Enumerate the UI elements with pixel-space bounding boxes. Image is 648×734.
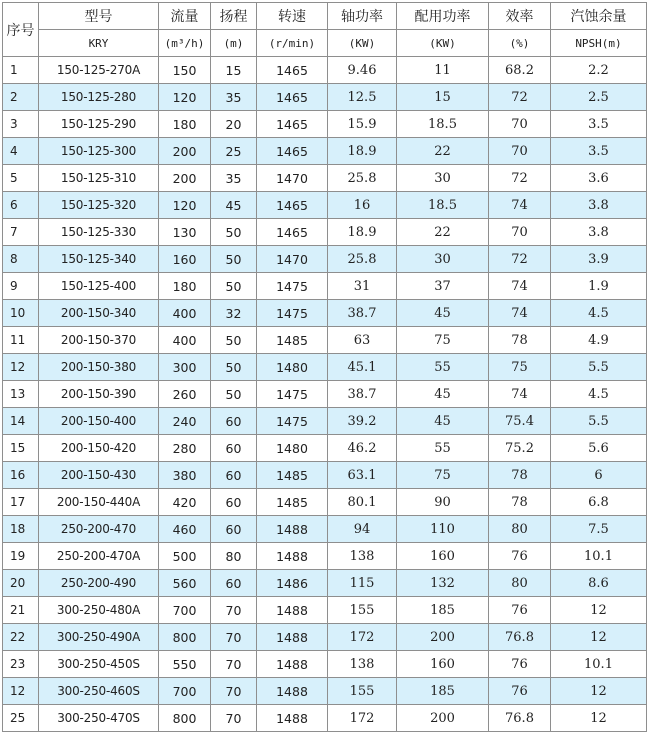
table-row [3,705,647,732]
unit-flow: (m³/h) [159,30,211,57]
table-row [3,651,647,678]
cell-head: 45 [211,192,257,219]
unit-shaft-power: (KW) [328,30,397,57]
cell-motor-power: 110 [397,516,489,543]
cell-shaft-power: 155 [328,678,397,705]
cell-head: 25 [211,138,257,165]
cell-model: 250-200-470 [39,516,159,543]
cell-model: 200-150-430 [39,462,159,489]
cell-efficiency: 76 [489,597,551,624]
cell-npsh: 7.5 [551,516,647,543]
cell-flow: 240 [159,408,211,435]
table-row [3,273,647,300]
cell-npsh: 2.5 [551,84,647,111]
cell-head: 50 [211,273,257,300]
cell-shaft-power: 18.9 [328,219,397,246]
cell-head: 60 [211,570,257,597]
cell-motor-power: 200 [397,624,489,651]
cell-npsh: 12 [551,624,647,651]
cell-npsh: 4.5 [551,381,647,408]
cell-npsh: 3.8 [551,192,647,219]
cell-efficiency: 76 [489,543,551,570]
cell-speed: 1488 [257,651,328,678]
table-row [3,57,647,84]
header-index: 序号 [3,3,39,57]
cell-npsh: 12 [551,705,647,732]
cell-index: 10 [3,300,39,327]
cell-model: 150-125-400 [39,273,159,300]
cell-flow: 800 [159,705,211,732]
cell-motor-power: 75 [397,327,489,354]
cell-index: 3 [3,111,39,138]
cell-shaft-power: 45.1 [328,354,397,381]
cell-speed: 1485 [257,327,328,354]
cell-motor-power: 15 [397,84,489,111]
cell-head: 70 [211,651,257,678]
cell-shaft-power: 16 [328,192,397,219]
table-row [3,327,647,354]
table-row [3,435,647,462]
cell-speed: 1470 [257,246,328,273]
cell-head: 60 [211,435,257,462]
cell-speed: 1488 [257,624,328,651]
cell-efficiency: 80 [489,516,551,543]
cell-efficiency: 70 [489,219,551,246]
cell-motor-power: 45 [397,381,489,408]
table-row [3,138,647,165]
cell-index: 19 [3,543,39,570]
cell-shaft-power: 172 [328,624,397,651]
cell-motor-power: 45 [397,300,489,327]
cell-efficiency: 72 [489,246,551,273]
cell-model: 150-125-280 [39,84,159,111]
cell-shaft-power: 115 [328,570,397,597]
cell-head: 15 [211,57,257,84]
cell-speed: 1485 [257,489,328,516]
table-row [3,516,647,543]
cell-head: 20 [211,111,257,138]
cell-index: 13 [3,381,39,408]
cell-model: 300-250-470S [39,705,159,732]
cell-speed: 1488 [257,516,328,543]
header-model: 型号 [39,3,159,30]
cell-motor-power: 55 [397,435,489,462]
cell-index: 9 [3,273,39,300]
cell-model: 300-250-450S [39,651,159,678]
cell-shaft-power: 15.9 [328,111,397,138]
pump-spec-table [2,2,647,732]
cell-efficiency: 75.4 [489,408,551,435]
cell-model: 250-200-470A [39,543,159,570]
cell-efficiency: 74 [489,273,551,300]
table-row [3,246,647,273]
table-row [3,165,647,192]
cell-flow: 700 [159,597,211,624]
unit-head: (m) [211,30,257,57]
cell-shaft-power: 25.8 [328,165,397,192]
cell-model: 200-150-380 [39,354,159,381]
cell-shaft-power: 138 [328,651,397,678]
cell-npsh: 5.6 [551,435,647,462]
cell-shaft-power: 9.46 [328,57,397,84]
table-row [3,489,647,516]
cell-index: 25 [3,705,39,732]
cell-motor-power: 22 [397,219,489,246]
cell-model: 200-150-390 [39,381,159,408]
table-row [3,543,647,570]
cell-index: 17 [3,489,39,516]
cell-shaft-power: 155 [328,597,397,624]
cell-flow: 130 [159,219,211,246]
cell-flow: 800 [159,624,211,651]
cell-index: 16 [3,462,39,489]
cell-flow: 180 [159,111,211,138]
cell-flow: 180 [159,273,211,300]
pump-spec-table-container [2,2,646,732]
cell-shaft-power: 39.2 [328,408,397,435]
cell-flow: 550 [159,651,211,678]
cell-head: 60 [211,408,257,435]
cell-shaft-power: 38.7 [328,381,397,408]
cell-model: 150-125-320 [39,192,159,219]
cell-speed: 1465 [257,192,328,219]
cell-npsh: 1.9 [551,273,647,300]
cell-npsh: 12 [551,597,647,624]
cell-head: 50 [211,219,257,246]
cell-index: 12 [3,678,39,705]
cell-flow: 160 [159,246,211,273]
cell-index: 5 [3,165,39,192]
cell-index: 2 [3,84,39,111]
cell-index: 6 [3,192,39,219]
cell-model: 150-125-300 [39,138,159,165]
table-row [3,624,647,651]
unit-model: KRY [39,30,159,57]
unit-row [3,30,647,57]
cell-efficiency: 76.8 [489,624,551,651]
cell-shaft-power: 138 [328,543,397,570]
cell-speed: 1465 [257,111,328,138]
cell-efficiency: 72 [489,84,551,111]
table-row [3,678,647,705]
cell-motor-power: 11 [397,57,489,84]
cell-shaft-power: 18.9 [328,138,397,165]
cell-index: 14 [3,408,39,435]
cell-speed: 1488 [257,705,328,732]
cell-shaft-power: 31 [328,273,397,300]
unit-efficiency: (%) [489,30,551,57]
cell-shaft-power: 46.2 [328,435,397,462]
cell-head: 70 [211,597,257,624]
header-head: 扬程 [211,3,257,30]
cell-flow: 500 [159,543,211,570]
table-row [3,381,647,408]
cell-speed: 1485 [257,462,328,489]
header-npsh: 汽蚀余量 [551,3,647,30]
cell-head: 70 [211,678,257,705]
table-row [3,462,647,489]
header-row [3,3,647,30]
cell-efficiency: 74 [489,300,551,327]
table-body [3,57,647,732]
cell-index: 20 [3,570,39,597]
cell-efficiency: 74 [489,381,551,408]
header-shaft-power: 轴功率 [328,3,397,30]
cell-index: 8 [3,246,39,273]
cell-npsh: 2.2 [551,57,647,84]
cell-speed: 1475 [257,381,328,408]
cell-npsh: 10.1 [551,651,647,678]
cell-speed: 1475 [257,273,328,300]
cell-head: 50 [211,354,257,381]
table-row [3,570,647,597]
cell-head: 35 [211,165,257,192]
table-row [3,300,647,327]
cell-model: 200-150-370 [39,327,159,354]
cell-speed: 1488 [257,597,328,624]
cell-motor-power: 55 [397,354,489,381]
cell-motor-power: 185 [397,678,489,705]
cell-flow: 380 [159,462,211,489]
cell-index: 15 [3,435,39,462]
cell-efficiency: 75 [489,354,551,381]
cell-speed: 1488 [257,543,328,570]
cell-flow: 400 [159,300,211,327]
cell-efficiency: 76.8 [489,705,551,732]
cell-head: 50 [211,246,257,273]
cell-flow: 560 [159,570,211,597]
cell-model: 150-125-310 [39,165,159,192]
cell-flow: 120 [159,192,211,219]
cell-flow: 700 [159,678,211,705]
cell-npsh: 10.1 [551,543,647,570]
cell-shaft-power: 63.1 [328,462,397,489]
cell-model: 300-250-480A [39,597,159,624]
cell-motor-power: 45 [397,408,489,435]
cell-efficiency: 78 [489,489,551,516]
cell-index: 11 [3,327,39,354]
cell-flow: 120 [159,84,211,111]
cell-efficiency: 75.2 [489,435,551,462]
cell-npsh: 4.5 [551,300,647,327]
table-row [3,597,647,624]
cell-index: 12 [3,354,39,381]
cell-motor-power: 30 [397,165,489,192]
cell-model: 200-150-340 [39,300,159,327]
table-row [3,84,647,111]
cell-npsh: 3.5 [551,138,647,165]
cell-motor-power: 18.5 [397,111,489,138]
cell-motor-power: 30 [397,246,489,273]
cell-shaft-power: 38.7 [328,300,397,327]
cell-flow: 200 [159,138,211,165]
unit-motor-power: (KW) [397,30,489,57]
cell-npsh: 3.8 [551,219,647,246]
cell-motor-power: 132 [397,570,489,597]
cell-shaft-power: 63 [328,327,397,354]
cell-speed: 1470 [257,165,328,192]
cell-flow: 260 [159,381,211,408]
cell-shaft-power: 172 [328,705,397,732]
cell-index: 4 [3,138,39,165]
cell-flow: 300 [159,354,211,381]
cell-flow: 200 [159,165,211,192]
cell-npsh: 12 [551,678,647,705]
cell-model: 150-125-340 [39,246,159,273]
header-efficiency: 效率 [489,3,551,30]
cell-head: 60 [211,489,257,516]
cell-motor-power: 37 [397,273,489,300]
header-motor-power: 配用功率 [397,3,489,30]
table-row [3,219,647,246]
cell-flow: 420 [159,489,211,516]
cell-head: 60 [211,462,257,489]
cell-shaft-power: 80.1 [328,489,397,516]
cell-efficiency: 70 [489,138,551,165]
table-row [3,111,647,138]
cell-speed: 1475 [257,300,328,327]
cell-npsh: 6.8 [551,489,647,516]
header-speed: 转速 [257,3,328,30]
cell-speed: 1488 [257,678,328,705]
cell-speed: 1465 [257,219,328,246]
cell-efficiency: 78 [489,327,551,354]
cell-model: 150-125-290 [39,111,159,138]
cell-speed: 1465 [257,138,328,165]
cell-motor-power: 18.5 [397,192,489,219]
cell-index: 22 [3,624,39,651]
cell-npsh: 3.6 [551,165,647,192]
cell-shaft-power: 25.8 [328,246,397,273]
cell-model: 200-150-440A [39,489,159,516]
cell-motor-power: 75 [397,462,489,489]
cell-model: 250-200-490 [39,570,159,597]
cell-head: 32 [211,300,257,327]
cell-efficiency: 68.2 [489,57,551,84]
table-row [3,192,647,219]
cell-model: 150-125-330 [39,219,159,246]
cell-npsh: 3.9 [551,246,647,273]
cell-efficiency: 76 [489,678,551,705]
cell-motor-power: 160 [397,651,489,678]
cell-speed: 1465 [257,57,328,84]
cell-npsh: 8.6 [551,570,647,597]
cell-speed: 1465 [257,84,328,111]
cell-speed: 1475 [257,408,328,435]
cell-npsh: 4.9 [551,327,647,354]
cell-flow: 400 [159,327,211,354]
table-row [3,354,647,381]
cell-model: 300-250-490A [39,624,159,651]
cell-flow: 150 [159,57,211,84]
cell-model: 300-250-460S [39,678,159,705]
cell-model: 150-125-270A [39,57,159,84]
cell-npsh: 3.5 [551,111,647,138]
unit-npsh: NPSH(m) [551,30,647,57]
cell-index: 23 [3,651,39,678]
cell-head: 70 [211,624,257,651]
cell-model: 200-150-400 [39,408,159,435]
cell-shaft-power: 94 [328,516,397,543]
cell-flow: 280 [159,435,211,462]
cell-speed: 1486 [257,570,328,597]
cell-shaft-power: 12.5 [328,84,397,111]
cell-efficiency: 80 [489,570,551,597]
cell-efficiency: 74 [489,192,551,219]
cell-efficiency: 76 [489,651,551,678]
cell-head: 80 [211,543,257,570]
cell-head: 35 [211,84,257,111]
cell-motor-power: 22 [397,138,489,165]
cell-speed: 1480 [257,354,328,381]
cell-model: 200-150-420 [39,435,159,462]
cell-index: 21 [3,597,39,624]
cell-head: 70 [211,705,257,732]
cell-efficiency: 70 [489,111,551,138]
cell-efficiency: 78 [489,462,551,489]
table-row [3,408,647,435]
cell-motor-power: 160 [397,543,489,570]
header-flow: 流量 [159,3,211,30]
cell-flow: 460 [159,516,211,543]
cell-index: 18 [3,516,39,543]
cell-index: 1 [3,57,39,84]
cell-npsh: 5.5 [551,354,647,381]
cell-motor-power: 185 [397,597,489,624]
cell-head: 60 [211,516,257,543]
cell-npsh: 6 [551,462,647,489]
cell-head: 50 [211,381,257,408]
cell-efficiency: 72 [489,165,551,192]
cell-speed: 1480 [257,435,328,462]
unit-speed: (r/min) [257,30,328,57]
cell-motor-power: 200 [397,705,489,732]
cell-head: 50 [211,327,257,354]
cell-motor-power: 90 [397,489,489,516]
cell-index: 7 [3,219,39,246]
cell-npsh: 5.5 [551,408,647,435]
